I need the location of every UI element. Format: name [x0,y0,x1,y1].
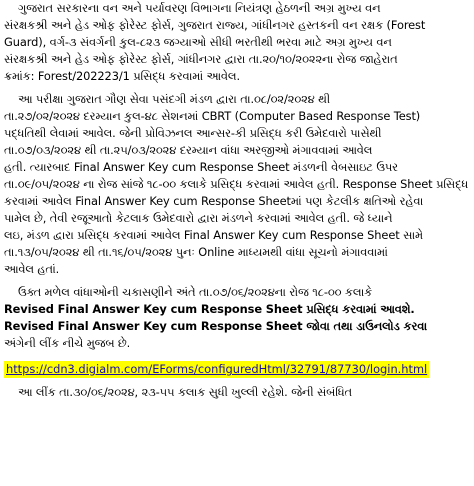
text-line: પદ્ધતિથી લેવામાં આવેલ. જેની પ્રોવિઝનલ આન્સર-કી પ્રસિદ્ધ કરી ઉમેદવારો પાસેથી [4,126,382,140]
text-line: Guard), વર્ગ-૩ સંવર્ગની કુલ-૮૨૩ જગ્યાઓ સીધી ભરતીથી ભરવા માટે અગ્ર મુખ્ય વન [4,35,392,49]
text-line: સંરક્ષકશ્રી અને હેડ ઓફ ફોરેસ્ટ ફોર્સ, ગુજરાત રાજ્ય, ગાંધીનગર હસ્તકની વન રક્ષક (Forest [4,18,426,32]
paragraph-exam-details [4,91,470,278]
text-line: Revised Final Answer Key cum Response Sheet પ્રસિદ્ધ કરવામાં આવશે. [4,302,415,316]
paragraph-revised-key [4,284,470,352]
answer-key-login-link[interactable]: https://cdn3.digialm.com/EForms/configuredHtml/32791/87730/login.html [6,362,428,376]
text-line: આ પરીક્ષા ગુજરાત ગૌણ સેવા પસંદગી મંડળ દ્વારા તા.૦૮/૦૨/૨૦૨૪ થી [18,92,331,106]
text-line: તા.૧૩/૦૫/૨૦૨૪ થી તા.૧૬/૦૫/૨૦૨૪ પુનઃ Online માધ્યમથી વાંધા સૂચનો મંગાવવામાં [4,245,388,259]
text-line: અંગેની લીંક નીચે મુજબ છે. [4,336,131,350]
text-line: તા.૦૯/૦૫/૨૦૨૪ ના રોજ સાંજે ૧૮-૦૦ કલાકે પ્રસિદ્ધ કરવામાં આવેલ હતી. Response Sheet પ્રસિદ્ધ [4,177,469,191]
text-line: તા.૨૭/૦૨/૨૦૨૪ દરમ્યાન કુલ-૪૮ સેશનમાં CBRT (Computer Based Response Test) [4,109,421,123]
text-line: કરવામાં આવેલ Final Answer Key cum Response Sheetમાં પણ કેટલીક ક્ષતિઓ રહેવા [4,194,424,208]
text-line: આવેલ હતાં. [4,262,60,276]
paragraph-link-validity [4,384,470,401]
text-line: ક્રમાંક: Forest/202223/1 પ્રસિદ્ધ કરવામાં આવેલ. [4,69,240,83]
text-line: ઉક્ત મળેલ વાંધાઓની ચકાસણીને અંતે તા.૦૭/૦૬/૨૦૨૪ના રોજ ૧૮-૦૦ કલાકે [18,285,373,299]
text-line: આ લીંક તા.૩૦/૦૬/૨૦૨૪, ૨૩-૫૫ કલાક સુધી ખુલ્લી રહેશે. જેની સંબંધિત [18,385,352,399]
text-line: લઇ, મંડળ દ્વારા પ્રસિદ્ધ કરવામાં આવેલ Final Answer Key cum Response Sheet સામે [4,228,423,242]
text-line: ગુજરાત સરકારના વન અને પર્યાવરણ વિભાગના નિયંત્રણ હેઠળની અગ્ર મુખ્ય વન [18,1,381,15]
text-line: Revised Final Answer Key cum Response Sheet જોવા તથા ડાઉનલોડ કરવા [4,319,428,333]
paragraph-recruitment-notice [4,0,470,85]
text-line: સંરક્ષકશ્રી અને હેડ ઓફ ફોરેસ્ટ ફોર્સ, ગાંધીનગર દ્વારા તા.૨૦/૧૦/૨૦૨૨ના રોજ જાહેરાત [4,52,398,66]
text-line: તા.૦૭/૦૩/૨૦૨૪ થી તા.૨૫/૦૩/૨૦૨૪ દરમ્યાન વાંધા અરજીઓ મંગાવવામાં આવેલ [4,143,373,157]
text-line: પામેલ છે, તેવી રજૂઆતો કેટલાક ઉમેદવારો દ્વારા મંડળને કરવામાં આવેલ હતી. જે ધ્યાને [4,211,393,225]
link-row [4,358,470,378]
text-line: હતી. ત્યારબાદ Final Answer Key cum Response Sheet મંડળની વેબસાઇટ ઉપર [4,160,398,174]
